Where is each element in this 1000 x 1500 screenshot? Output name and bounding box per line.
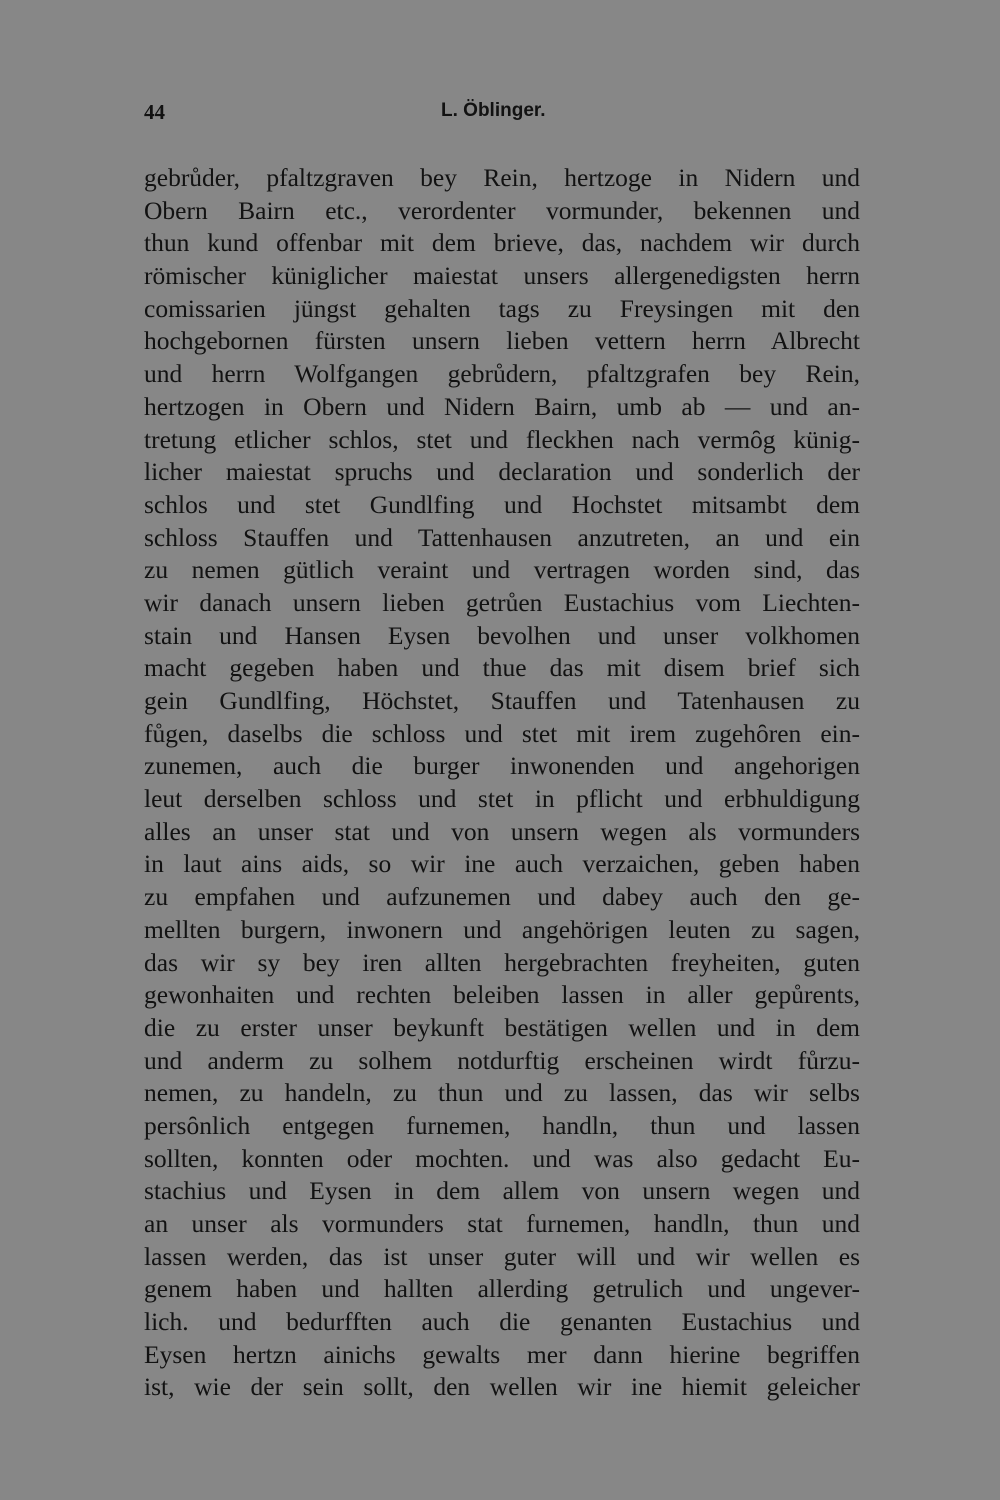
- text-line: leut derselben schloss und stet in pflicht und erbhuldigung: [144, 784, 860, 814]
- text-line: gewonhaiten und rechten beleiben lassen in aller gepůrents,: [144, 980, 860, 1010]
- page-number: 44: [144, 100, 165, 124]
- text-line: das wir sy bey iren allten hergebrachten freyheiten, guten: [144, 947, 860, 977]
- text-line: schlos und stet Gundlfing und Hochstet mitsambt dem: [144, 489, 860, 519]
- text-line: stain und Hansen Eysen bevolhen und unser volkhomen: [144, 620, 860, 650]
- text-line: macht gegeben haben und thue das mit disem brief sich: [144, 653, 860, 683]
- text-line: tretung etlicher schlos, stet und fleckhen nach vermȏg künig-: [144, 424, 860, 454]
- text-line: lassen werden, das ist unser guter will und wir wellen es: [144, 1241, 860, 1271]
- text-line: hochgebornen fürsten unsern lieben vettern herrn Albrecht: [144, 326, 860, 356]
- text-line: Eysen hertzn ainichs gewalts mer dann hierine begriffen: [144, 1339, 860, 1369]
- text-line: zu nemen gütlich veraint und vertragen worden sind, das: [144, 555, 860, 585]
- text-line: gein Gundlfing, Höchstet, Stauffen und Tatenhausen zu: [144, 686, 860, 715]
- text-line: sollten, konnten oder mochten. und was also gedacht Eu-: [144, 1143, 860, 1173]
- running-head: [144, 100, 860, 130]
- text-line: lich. und bedurfften auch die genanten Eustachius und: [144, 1307, 860, 1337]
- text-line: und herrn Wolfgangen gebrůdern, pfaltzgrafen bey Rein,: [144, 359, 860, 389]
- running-title: L. Öblinger.: [441, 100, 546, 121]
- text-line: ist, wie der sein sollt, den wellen wir ine hiemit geleicher: [144, 1372, 860, 1402]
- text-line: alles an unser stat und von unsern wegen als vormunders: [144, 816, 860, 846]
- text-line: nemen, zu handeln, zu thun und zu lassen, das wir selbs: [144, 1078, 860, 1108]
- text-line: comissarien jüngst gehalten tags zu Freysingen mit den: [144, 293, 860, 323]
- text-line: wir danach unsern lieben getrůen Eustachius vom Liechten-: [144, 587, 860, 617]
- text-line: genem haben und hallten allerding getrulich und ungever-: [144, 1274, 860, 1304]
- text-line: licher maiestat spruchs und declaration und sonderlich der: [144, 457, 860, 487]
- text-line: persȏnlich entgegen furnemen, handln, thun und lassen: [144, 1110, 860, 1140]
- text-line: zu empfahen und aufzunemen und dabey auch den ge-: [144, 882, 860, 912]
- text-line: hertzogen in Obern und Nidern Bairn, umb ab — und an-: [144, 391, 860, 421]
- text-line: zunemen, auch die burger inwonenden und angehorigen: [144, 751, 860, 781]
- text-line: Obern Bairn etc., verordenter vormunder, bekennen und: [144, 195, 860, 225]
- text-line: und anderm zu solhem notdurftig erscheinen wirdt fůrzu-: [144, 1045, 860, 1075]
- text-line: in laut ains aids, so wir ine auch verzaichen, geben haben: [144, 849, 860, 879]
- text-line: fůgen, daselbs die schloss und stet mit irem zugehȏren ein-: [144, 718, 860, 748]
- text-line: schloss Stauffen und Tattenhausen anzutreten, an und ein: [144, 522, 860, 552]
- text-line: thun kund offenbar mit dem brieve, das, nachdem wir durch: [144, 228, 860, 258]
- text-line: römischer küniglicher maiestat unsers allergenedigsten herrn: [144, 261, 860, 291]
- text-line: an unser als vormunders stat furnemen, handln, thun und: [144, 1209, 860, 1238]
- text-line: mellten burgern, inwonern und angehörigen leuten zu sagen,: [144, 914, 860, 944]
- text-line: gebrůder, pfaltzgraven bey Rein, hertzoge in Nidern und: [144, 163, 860, 192]
- text-line: die zu erster unser beykunft bestätigen wellen und in dem: [144, 1012, 860, 1042]
- text-line: stachius und Eysen in dem allem von unsern wegen und: [144, 1176, 860, 1206]
- body-text: [144, 162, 860, 1404]
